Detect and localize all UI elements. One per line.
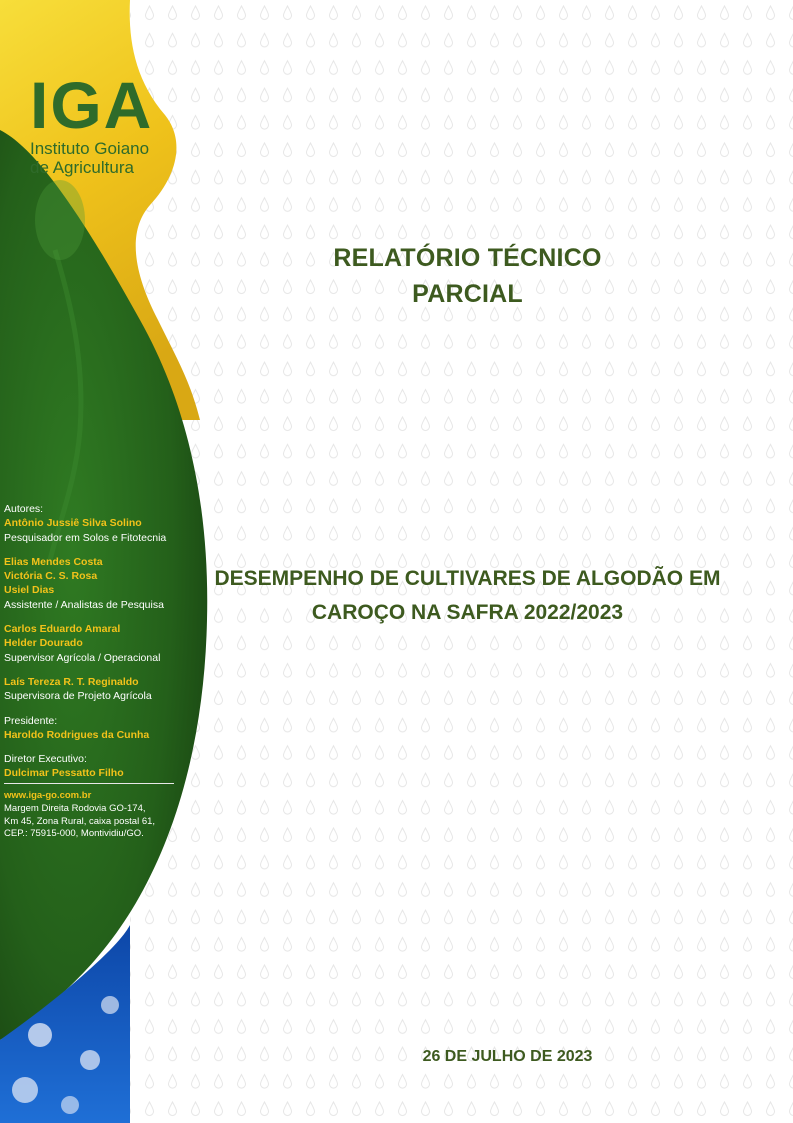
logo-mark: IGA xyxy=(30,68,154,142)
supervisor-name-2: Helder Dourado xyxy=(4,637,83,650)
director-name: Dulcimar Pessatto Filho xyxy=(4,767,124,780)
assistant-name-3: Usiel Dias xyxy=(4,584,55,597)
report-subtitle-line2: CAROÇO NA SAFRA 2022/2023 xyxy=(311,601,624,624)
assistants-role: Assistente / Analistas de Pesquisa xyxy=(4,598,164,611)
logo-name-line1: Instituto Goiano xyxy=(30,139,150,158)
report-title-line1: RELATÓRIO TÉCNICO xyxy=(333,244,602,272)
project-supervisor-name: Laís Tereza R. T. Reginaldo xyxy=(4,675,139,688)
address-line1: Margem Direita Rodovia GO-174, xyxy=(4,803,146,815)
report-subtitle xyxy=(190,562,745,630)
logo-name-line2: de Agricultura xyxy=(30,158,134,177)
director-label: Diretor Executivo: xyxy=(4,753,87,766)
address-line2: Km 45, Zona Rural, caixa postal 61, xyxy=(4,815,156,827)
supervisors-role: Supervisor Agrícola / Operacional xyxy=(4,651,161,664)
report-date: 26 DE JULHO DE 2023 xyxy=(422,1048,593,1065)
iga-logo xyxy=(30,68,160,177)
supervisor-name-1: Carlos Eduardo Amaral xyxy=(4,623,121,636)
project-supervisor-role: Supervisora de Projeto Agrícola xyxy=(4,690,152,703)
report-title xyxy=(190,240,745,312)
divider xyxy=(4,783,174,784)
credits-block xyxy=(4,502,182,841)
address-line3: CEP.: 75915-000, Montividiu/GO. xyxy=(4,828,144,840)
author-name: Antônio Jussiê Silva Solino xyxy=(4,517,142,530)
president-name: Haroldo Rodrigues da Cunha xyxy=(4,728,150,741)
report-title-line2: PARCIAL xyxy=(412,280,523,308)
report-subtitle-line1: DESEMPENHO DE CULTIVARES DE ALGODÃO EM xyxy=(214,567,721,590)
assistant-name-1: Elias Mendes Costa xyxy=(4,555,103,568)
president-label: Presidente: xyxy=(4,714,58,727)
authors-label: Autores: xyxy=(4,503,44,515)
author-role: Pesquisador em Solos e Fitotecnia xyxy=(4,531,167,544)
assistant-name-2: Victória C. S. Rosa xyxy=(4,570,98,583)
website-link[interactable]: www.iga-go.com.br xyxy=(4,789,92,801)
